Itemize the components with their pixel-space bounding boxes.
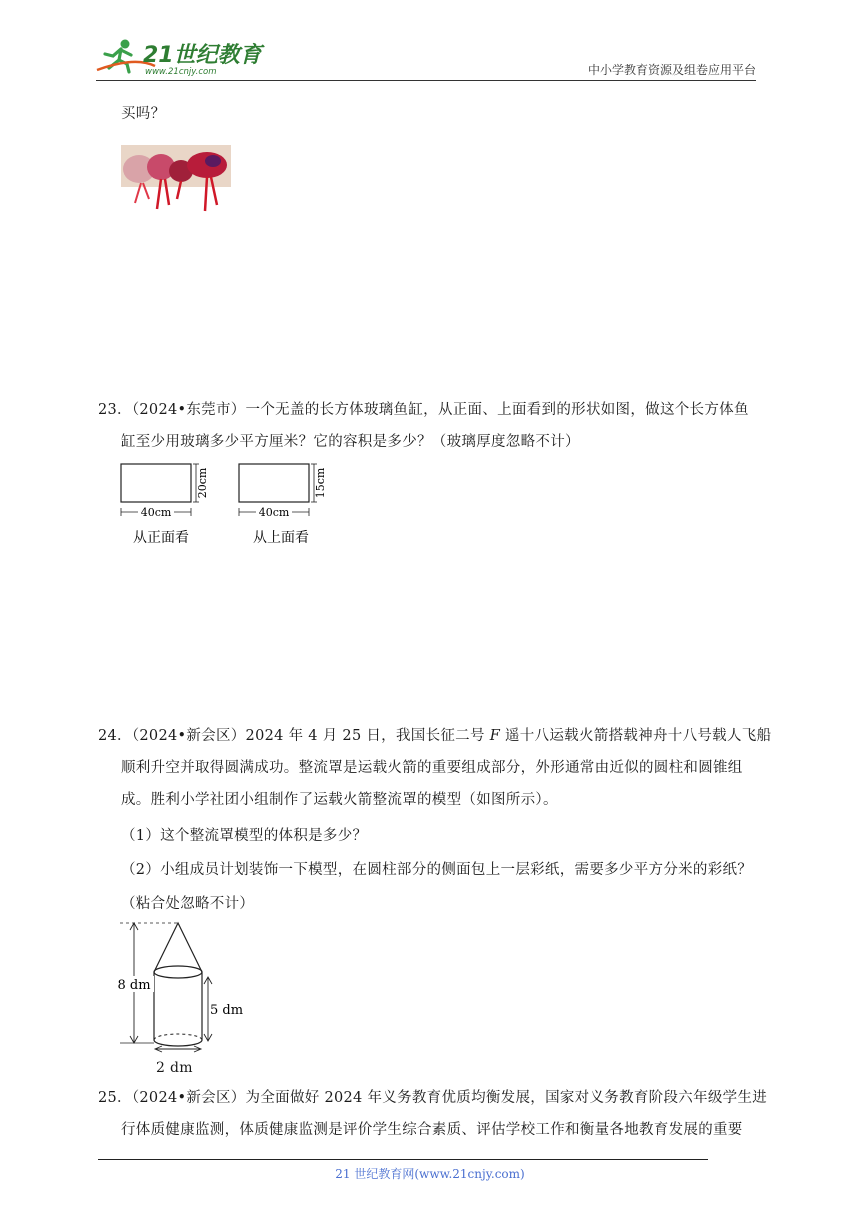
logo-url-text: www.21cnjy.com — [145, 67, 217, 77]
q24-sub-2-note: （粘合处忽略不计） — [121, 896, 255, 912]
front-width-label: 40cm — [140, 506, 172, 519]
header-divider — [96, 80, 756, 81]
q23-line-2: 缸至少用玻璃多少平方厘米？它的容积是多少？（玻璃厚度忽略不计） — [121, 434, 580, 450]
footer-divider — [98, 1159, 708, 1160]
top-view-rect — [239, 464, 309, 502]
front-view-caption: 从正面看 — [133, 530, 189, 546]
footer-link[interactable]: 21 世纪教育网(www.21cnjy.com) — [335, 1167, 525, 1181]
front-height-label: 20cm — [196, 467, 209, 499]
top-view-caption: 从上面看 — [253, 530, 309, 546]
diameter-label: 2 dm — [156, 1060, 193, 1076]
header-platform-text: 中小学教育资源及组卷应用平台 — [587, 63, 756, 77]
q23-figure — [116, 458, 356, 553]
runner-logo-icon — [95, 36, 265, 78]
site-logo — [95, 36, 265, 78]
q24-line-1 — [98, 726, 771, 746]
q24-line-3: 成。胜利小学社团小组制作了运载火箭整流罩的模型（如图所示）。 — [121, 792, 558, 808]
q24-line-2: 顺利升空并取得圆满成功。整流罩是运载火箭的重要组成部分，外形通常由近似的圆柱和圆锥组 — [121, 760, 743, 776]
cylinder-height-label: 5 dm — [210, 1003, 244, 1018]
top-width-label: 40cm — [258, 506, 290, 519]
q23-line-1: 23．（2024•东莞市）一个无盖的长方体玻璃鱼缸，从正面、上面看到的形状如图，做这个长方体鱼 — [98, 402, 749, 418]
logo-main-text: 21世纪教育 — [143, 43, 262, 68]
q24-line-1a: 24．（2024•新会区）2024 年 4 月 25 日，我国长征二号 — [98, 728, 490, 744]
total-height-label: 8 dm — [117, 978, 151, 993]
previous-question-tail: 买吗？ — [121, 106, 166, 122]
q24-line-1b: 遥十八运载火箭搭载神舟十八号载人飞船 — [500, 728, 772, 744]
q24-fairing-figure — [110, 918, 260, 1058]
cone-outline — [154, 923, 202, 972]
q25-line-2: 行体质健康监测，体质健康监测是评价学生综合素质、评估学校工作和衡量各地教育发展的重要 — [121, 1122, 743, 1138]
q24-sub-1: （1）这个整流罩模型的体积是多少？ — [121, 828, 368, 844]
q24-sub-2: （2）小组成员计划装饰一下模型，在圆柱部分的侧面包上一层彩纸，需要多少平方分米的彩纸？ — [121, 862, 753, 878]
front-view-rect — [121, 464, 191, 502]
q25-line-1: 25．（2024•新会区）为全面做好 2024 年义务教育优质均衡发展，国家对义务教育阶段六年级学生进 — [98, 1090, 768, 1106]
sachet-photo — [121, 139, 231, 213]
q24-rocket-letter: F — [489, 728, 501, 744]
top-height-label: 15cm — [314, 467, 327, 499]
